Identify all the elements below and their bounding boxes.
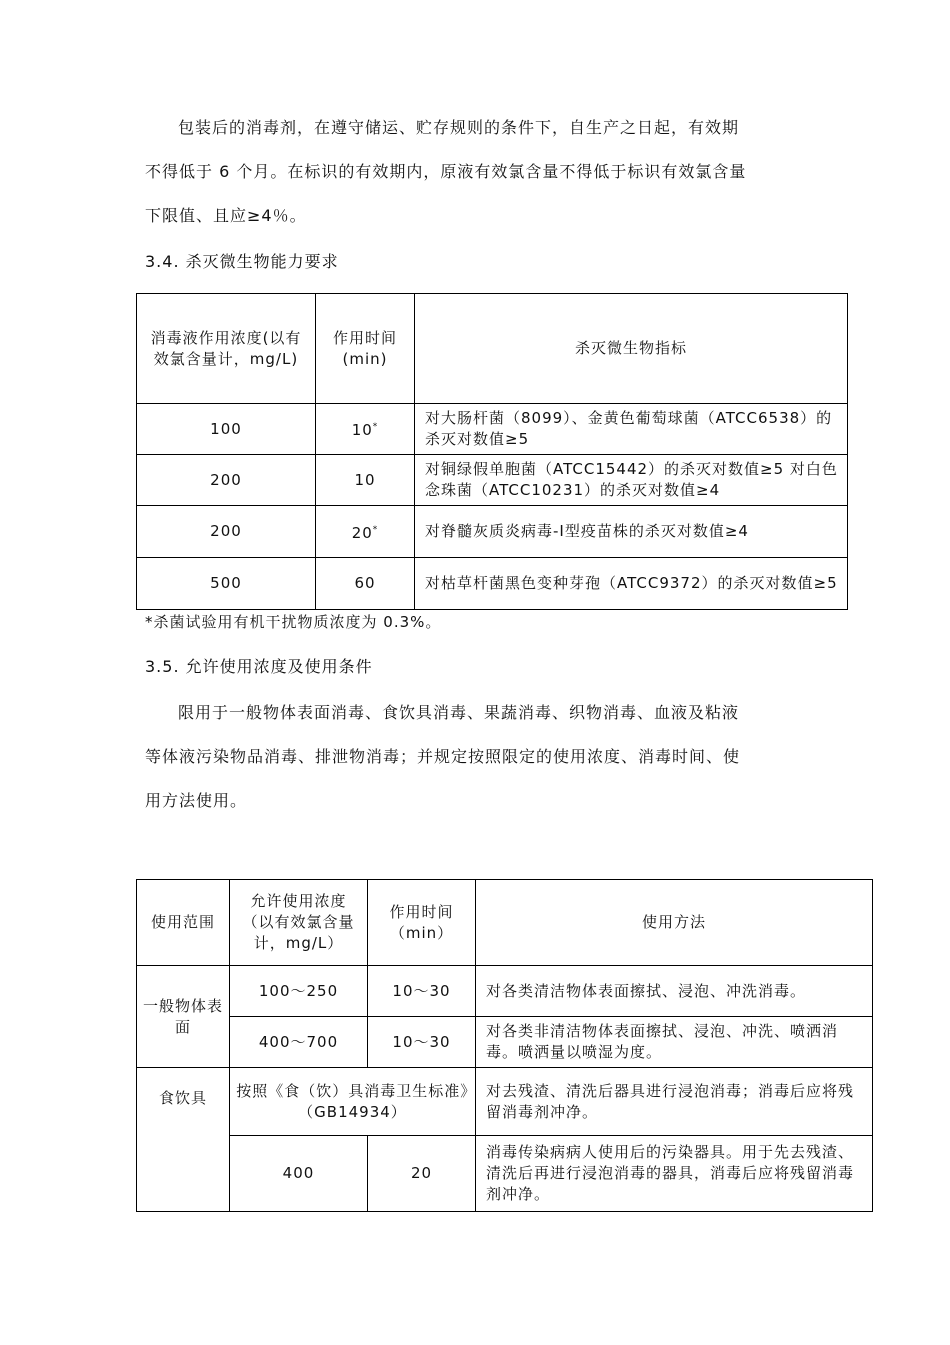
para1-line2: 不得低于 6 个月。在标识的有效期内，原液有效氯含量不得低于标识有效氯含量 bbox=[145, 162, 747, 181]
section-3-5-heading: 3.5. 允许使用浓度及使用条件 bbox=[145, 657, 373, 676]
table-row bbox=[137, 558, 848, 610]
table-row bbox=[137, 404, 848, 455]
t1-conc: 500 bbox=[137, 558, 316, 610]
asterisk-mark: * bbox=[372, 422, 379, 432]
t1-time: 20* bbox=[316, 506, 415, 558]
t1-time: 10* bbox=[316, 404, 415, 455]
t1-indicator: 对铜绿假单胞菌（ATCC15442）的杀灭对数值≥5 对白色念珠菌（ATCC10231）的杀灭对数值≥4 bbox=[415, 455, 848, 506]
microbe-kill-table bbox=[136, 293, 848, 610]
para1-line3: 下限值、且应≥4％。 bbox=[145, 206, 307, 225]
t2-time: 10～30 bbox=[368, 966, 476, 1017]
t2-conc-standard: 按照《食（饮）具消毒卫生标准》（GB14934） bbox=[230, 1068, 476, 1136]
t1-time: 10 bbox=[316, 455, 415, 506]
para2-line3: 用方法使用。 bbox=[145, 791, 248, 810]
t2-method: 对各类非清洁物体表面擦拭、浸泡、冲洗、喷洒消毒。喷洒量以喷湿为度。 bbox=[476, 1017, 873, 1068]
t2-conc: 400～700 bbox=[230, 1017, 368, 1068]
t2-method: 消毒传染病病人使用后的污染器具。用于先去残渣、清洗后再进行浸泡消毒的器具，消毒后应将残留消毒剂冲净。 bbox=[476, 1136, 873, 1212]
t2-header-concentration: 允许使用浓度（以有效氯含量计，mg/L） bbox=[230, 880, 368, 966]
table-footnote: *杀菌试验用有机干扰物质浓度为 0.3%。 bbox=[145, 613, 442, 631]
t2-conc: 400 bbox=[230, 1136, 368, 1212]
para2-line2: 等体液污染物品消毒、排泄物消毒；并规定按照限定的使用浓度、消毒时间、使 bbox=[145, 747, 741, 766]
t1-time: 60 bbox=[316, 558, 415, 610]
table-row bbox=[137, 1017, 873, 1068]
t2-method: 对各类清洁物体表面擦拭、浸泡、冲洗消毒。 bbox=[476, 966, 873, 1017]
t1-header-indicator: 杀灭微生物指标 bbox=[415, 294, 848, 404]
table-row bbox=[137, 966, 873, 1017]
t2-method: 对去残渣、清洗后器具进行浸泡消毒；消毒后应将残留消毒剂冲净。 bbox=[476, 1068, 873, 1136]
t2-conc: 100～250 bbox=[230, 966, 368, 1017]
t2-scope-surface: 一般物体表面 bbox=[137, 966, 230, 1068]
t2-scope-tableware: 食饮具 bbox=[137, 1068, 230, 1212]
t1-conc: 200 bbox=[137, 506, 316, 558]
t1-indicator: 对脊髓灰质炎病毒-Ⅰ型疫苗株的杀灭对数值≥4 bbox=[415, 506, 848, 558]
t2-header-method: 使用方法 bbox=[476, 880, 873, 966]
t1-indicator: 对大肠杆菌（8099）、金黄色葡萄球菌（ATCC6538）的杀灭对数值≥5 bbox=[415, 404, 848, 455]
table1-header-row bbox=[137, 294, 848, 404]
table-row bbox=[137, 1136, 873, 1212]
t2-time: 10～30 bbox=[368, 1017, 476, 1068]
para1-line1: 包装后的消毒剂，在遵守储运、贮存规则的条件下，自生产之日起，有效期 bbox=[178, 118, 740, 137]
usage-conditions-table bbox=[136, 879, 873, 1212]
t2-header-scope: 使用范围 bbox=[137, 880, 230, 966]
table-row bbox=[137, 455, 848, 506]
t1-header-concentration: 消毒液作用浓度(以有效氯含量计，mg/L) bbox=[137, 294, 316, 404]
table-row bbox=[137, 1068, 873, 1136]
t1-header-time: 作用时间(min) bbox=[316, 294, 415, 404]
para2-line1: 限用于一般物体表面消毒、食饮具消毒、果蔬消毒、织物消毒、血液及粘液 bbox=[178, 703, 740, 722]
section-3-4-heading: 3.4. 杀灭微生物能力要求 bbox=[145, 252, 339, 271]
t1-conc: 200 bbox=[137, 455, 316, 506]
table2-header-row bbox=[137, 880, 873, 966]
t1-conc: 100 bbox=[137, 404, 316, 455]
t2-header-time: 作用时间（min） bbox=[368, 880, 476, 966]
t2-time: 20 bbox=[368, 1136, 476, 1212]
t1-indicator: 对枯草杆菌黑色变种芽孢（ATCC9372）的杀灭对数值≥5 bbox=[415, 558, 848, 610]
asterisk-mark: * bbox=[372, 524, 379, 535]
table-row bbox=[137, 506, 848, 558]
